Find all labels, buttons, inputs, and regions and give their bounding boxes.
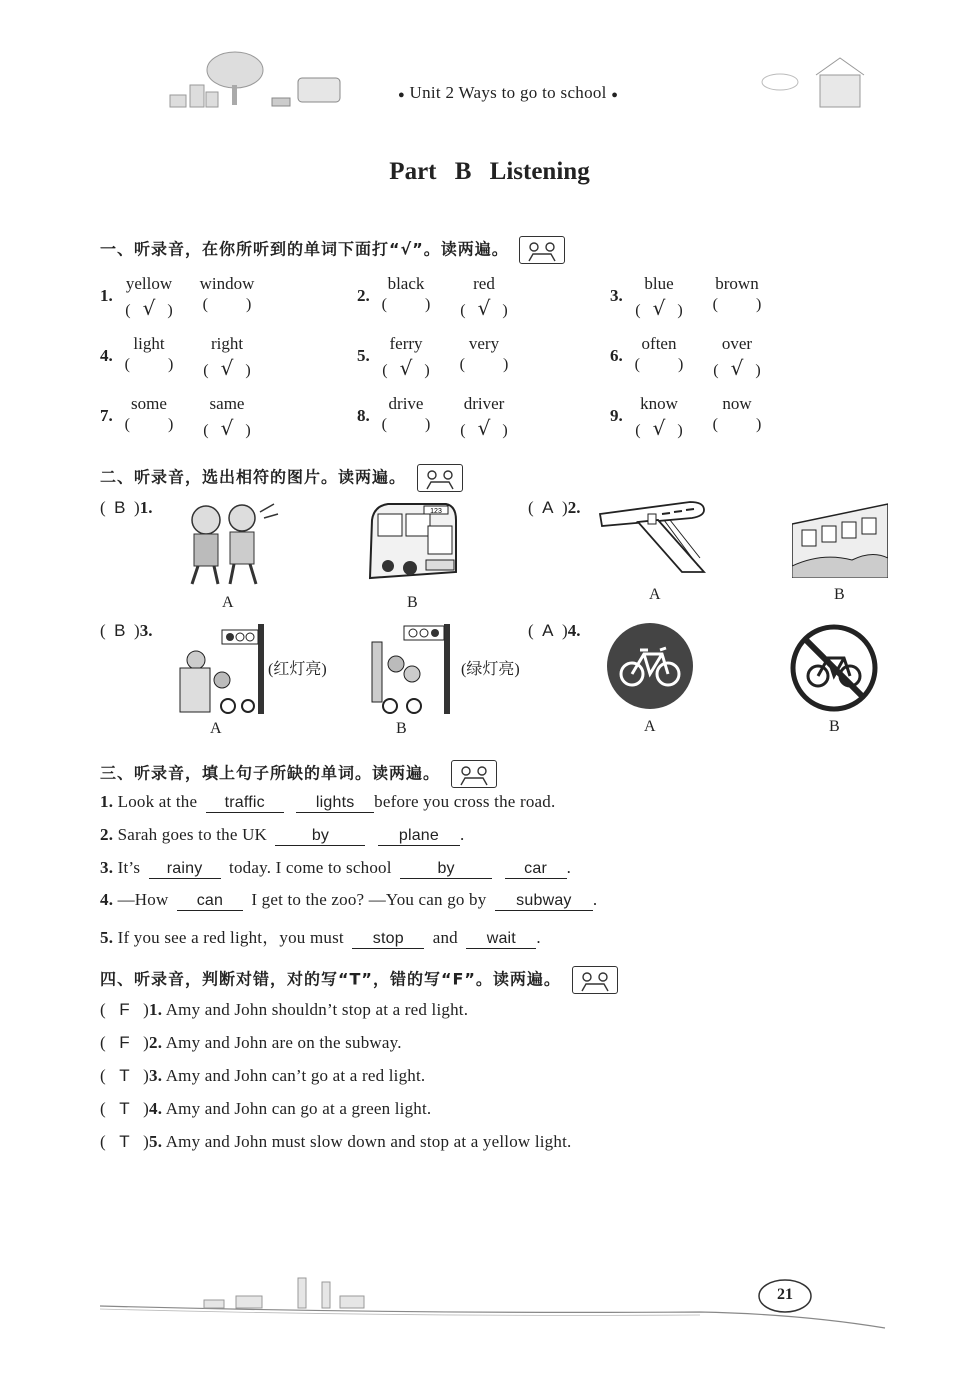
- s1-word: window: [199, 274, 255, 293]
- s3-blank-3a[interactable]: rainy: [149, 860, 221, 879]
- s4-statement: ( F )1. Amy and John shouldn’t stop at a red light.: [100, 1000, 469, 1019]
- caption-red-light: (红灯亮): [268, 661, 327, 678]
- s1-word: ferry: [389, 334, 423, 353]
- s1-word: now: [722, 394, 752, 413]
- s1-answer-paren[interactable]: ( ): [381, 416, 431, 433]
- school-bus-image: [366, 500, 462, 582]
- s4-answer[interactable]: T: [119, 1066, 130, 1085]
- s1-answer-paren[interactable]: ( √ ): [203, 356, 251, 380]
- s2-label-4a: A: [644, 718, 656, 735]
- red-light-traffic-image: [178, 622, 268, 714]
- s3-blank-1a[interactable]: traffic: [206, 794, 284, 813]
- s1-answer-paren[interactable]: ( ): [712, 296, 762, 313]
- s1-answer-paren[interactable]: ( √ ): [460, 296, 508, 320]
- s2-question-3: ( B )3.: [100, 621, 153, 640]
- s1-item-number: 7.: [100, 406, 113, 425]
- s3-blank-4b[interactable]: subway: [495, 892, 593, 911]
- s2-answer-2[interactable]: A: [542, 498, 554, 517]
- s1-answer-paren[interactable]: ( ): [202, 296, 252, 313]
- check-mark: √: [730, 356, 744, 380]
- s1-word: brown: [715, 274, 759, 293]
- s1-word: know: [640, 394, 678, 413]
- s1-item-number: 3.: [610, 286, 623, 305]
- s4-statement: ( T )4. Amy and John can go at a green light.: [100, 1099, 432, 1118]
- bus-number: 123: [430, 508, 442, 515]
- s3-blank-3c[interactable]: car: [505, 860, 567, 879]
- s1-word: red: [473, 274, 495, 293]
- s3-blank-2b[interactable]: plane: [378, 827, 460, 846]
- s1-answer-paren[interactable]: ( √ ): [460, 416, 508, 440]
- s2-label-1a: A: [222, 594, 234, 611]
- cassette-icon: [451, 760, 497, 788]
- s1-answer-paren[interactable]: ( √ ): [713, 356, 761, 380]
- s1-item-number: 6.: [610, 346, 623, 365]
- s2-answer-1[interactable]: B: [114, 498, 126, 517]
- s2-question-2: ( A )2.: [528, 498, 581, 517]
- children-walking-image: [178, 496, 280, 588]
- cassette-icon: [572, 966, 618, 994]
- s3-sentence-5: 5. If you see a red light，you must stop and wait .: [100, 928, 541, 947]
- s3-blank-2a[interactable]: by: [275, 827, 365, 846]
- check-mark: √: [142, 296, 156, 320]
- s1-answer-paren[interactable]: ( ): [381, 296, 431, 313]
- check-mark: √: [477, 296, 491, 320]
- check-mark: √: [652, 296, 666, 320]
- s4-statement: ( T )3. Amy and John can’t go at a red light.: [100, 1066, 426, 1085]
- s4-statement: ( T )5. Amy and John must slow down and stop at a yellow light.: [100, 1132, 572, 1151]
- s2-question-1: ( B )1.: [100, 498, 153, 517]
- section2-heading: 二、听录音，选出相符的图片。读两遍。: [100, 464, 463, 492]
- s1-word: light: [133, 334, 165, 353]
- s1-item-number: 9.: [610, 406, 623, 425]
- s1-word: same: [209, 394, 245, 413]
- s3-blank-1b[interactable]: lights: [296, 794, 374, 813]
- s1-answer-paren[interactable]: ( √ ): [382, 356, 430, 380]
- s2-label-2a: A: [649, 586, 661, 603]
- s3-sentence-3: 3. It’s rainy today. I come to school by car .: [100, 858, 572, 877]
- s1-word: drive: [388, 394, 424, 413]
- s3-sentence-1: 1. Look at the traffic lights before you cross the road.: [100, 792, 556, 811]
- check-mark: √: [652, 416, 666, 440]
- header-title: ● Unit 2 Ways to go to school ●: [398, 83, 619, 102]
- s1-word: some: [131, 394, 167, 413]
- s1-answer-paren[interactable]: ( √ ): [635, 296, 683, 320]
- s1-word: right: [210, 334, 244, 353]
- bicycle-allowed-sign: [606, 622, 694, 710]
- s1-answer-paren[interactable]: ( ): [124, 356, 174, 373]
- section3-heading: 三、听录音，填上句子所缺的单词。读两遍。: [100, 760, 497, 788]
- s1-word: yellow: [125, 274, 173, 293]
- s3-blank-5b[interactable]: wait: [466, 930, 536, 949]
- page-title: Part B Listening: [389, 158, 590, 185]
- s2-answer-3[interactable]: B: [114, 621, 126, 640]
- check-mark: √: [477, 416, 491, 440]
- s1-item-number: 1.: [100, 286, 113, 305]
- train-image: [792, 500, 888, 578]
- no-bicycle-sign: [790, 624, 878, 712]
- cassette-icon: [417, 464, 463, 492]
- s3-blank-5a[interactable]: stop: [352, 930, 424, 949]
- s4-answer[interactable]: T: [119, 1132, 130, 1151]
- green-light-traffic-image: [370, 622, 456, 716]
- s1-answer-paren[interactable]: ( √ ): [125, 296, 173, 320]
- s1-word: very: [468, 334, 500, 353]
- s2-label-4b: B: [829, 718, 840, 735]
- s4-answer[interactable]: F: [119, 1000, 130, 1019]
- check-mark: √: [220, 416, 234, 440]
- s2-label-2b: B: [834, 586, 845, 603]
- footer-decoration: [0, 1270, 979, 1340]
- cassette-icon: [519, 236, 565, 264]
- s1-item-number: 8.: [357, 406, 370, 425]
- section1-heading: 一、听录音，在你所听到的单词下面打“√”。读两遍。: [100, 236, 565, 264]
- s1-answer-paren[interactable]: ( ): [124, 416, 174, 433]
- s1-answer-paren[interactable]: ( √ ): [635, 416, 683, 440]
- page-number: 21: [777, 1286, 793, 1303]
- s1-item-number: 4.: [100, 346, 113, 365]
- s1-word: driver: [463, 394, 505, 413]
- s1-item-number: 5.: [357, 346, 370, 365]
- s3-blank-4a[interactable]: can: [177, 892, 243, 911]
- s2-question-4: ( A )4.: [528, 621, 581, 640]
- check-mark: √: [399, 356, 413, 380]
- s4-answer[interactable]: T: [119, 1099, 130, 1118]
- s2-label-3a: A: [210, 720, 222, 737]
- s1-answer-paren[interactable]: ( √ ): [203, 416, 251, 440]
- s1-word: blue: [644, 274, 674, 293]
- airplane-image: [598, 496, 708, 576]
- s3-sentence-4: 4. —How can I get to the zoo? —You can go by subway .: [100, 890, 598, 909]
- s3-sentence-2: 2. Sarah goes to the UK by plane .: [100, 825, 465, 844]
- caption-green-light: (绿灯亮): [461, 661, 520, 678]
- s2-label-1b: B: [407, 594, 418, 611]
- s1-word: black: [387, 274, 425, 293]
- s1-answer-paren[interactable]: ( ): [712, 416, 762, 433]
- s1-answer-paren[interactable]: ( ): [459, 356, 509, 373]
- section4-heading: 四、听录音，判断对错，对的写“T”，错的写“F”。读两遍。: [100, 966, 618, 994]
- s3-blank-3b[interactable]: by: [400, 860, 492, 879]
- s4-answer[interactable]: F: [119, 1033, 130, 1052]
- s1-word: often: [641, 334, 677, 353]
- s2-label-3b: B: [396, 720, 407, 737]
- s1-word: over: [721, 334, 753, 353]
- s1-item-number: 2.: [357, 286, 370, 305]
- s4-statement: ( F )2. Amy and John are on the subway.: [100, 1033, 402, 1052]
- check-mark: √: [220, 356, 234, 380]
- s1-answer-paren[interactable]: ( ): [634, 356, 684, 373]
- s2-answer-4[interactable]: A: [542, 621, 554, 640]
